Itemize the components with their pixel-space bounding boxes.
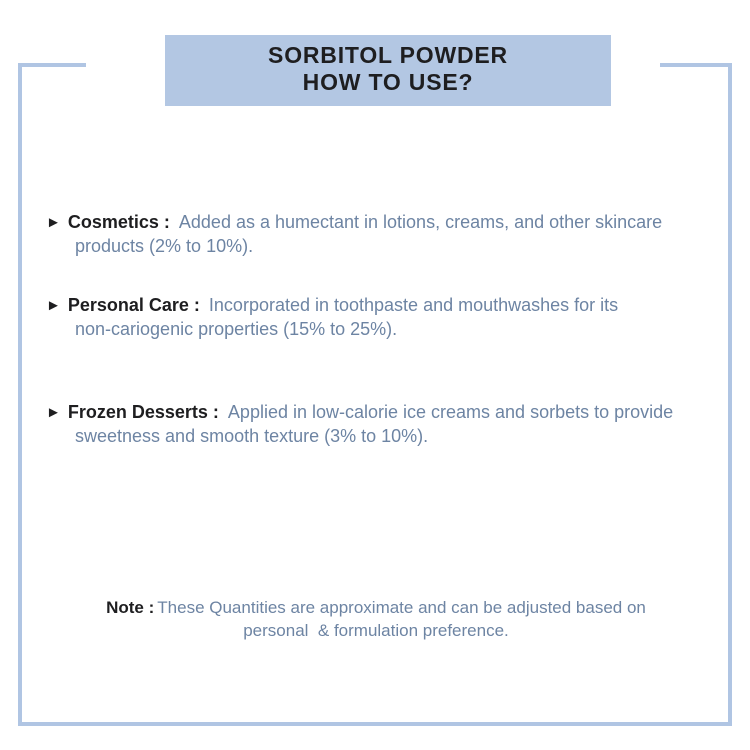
- frame-left-line: [18, 63, 22, 726]
- bullet-description-continued: non-cariogenic properties (15% to 25%).: [75, 319, 398, 339]
- frame-right-line: [728, 63, 732, 726]
- frame-top-right-line: [660, 63, 732, 67]
- bullet-item-cosmetics: [46, 211, 718, 258]
- bullet-description: Applied in low-calorie ice creams and sorbets to provide: [227, 402, 674, 422]
- bullet-label: Personal Care :: [67, 295, 200, 315]
- frame-top-left-line: [18, 63, 86, 67]
- note-label: Note :: [106, 598, 155, 617]
- note-text: These Quantities are approximate and can be adjusted based on: [157, 598, 646, 617]
- frame-bottom-line: [18, 722, 732, 726]
- page-title-line2: HOW TO USE?: [302, 69, 474, 95]
- note-text-continued: personal & formulation preference.: [243, 621, 509, 640]
- bullet-label: Cosmetics :: [67, 212, 170, 232]
- bullet-line: [46, 211, 718, 235]
- bullet-description: Added as a humectant in lotions, creams, and other skincare: [178, 212, 663, 232]
- bullet-label: Frozen Desserts :: [67, 402, 219, 422]
- bullet-description: Incorporated in toothpaste and mouthwashes for its: [208, 295, 619, 315]
- arrow-bullet-icon: ►: [46, 404, 61, 421]
- bullet-line: [46, 401, 718, 425]
- note-block: [48, 596, 704, 642]
- bullet-item-personal-care: [46, 294, 718, 341]
- bullet-description-continued: sweetness and smooth texture (3% to 10%).: [75, 426, 429, 446]
- bullet-description-continued: products (2% to 10%).: [75, 236, 254, 256]
- bullet-line: [46, 294, 718, 318]
- arrow-bullet-icon: ►: [46, 214, 61, 231]
- bullet-item-frozen-desserts: [46, 401, 718, 448]
- page-title-line1: SORBITOL POWDER: [268, 42, 508, 68]
- arrow-bullet-icon: ►: [46, 297, 61, 314]
- note-line: [48, 596, 704, 619]
- title-box: [165, 35, 611, 106]
